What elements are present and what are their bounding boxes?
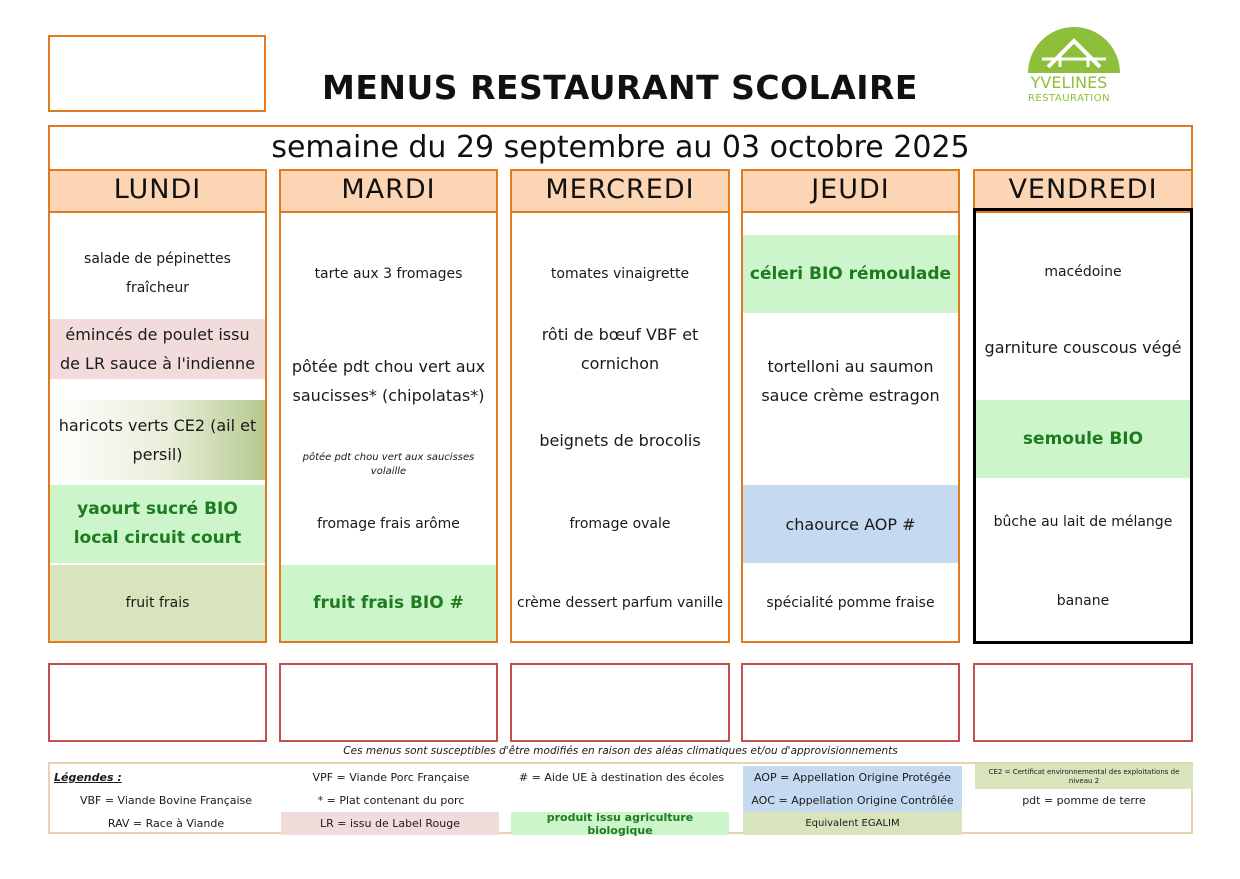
- menu-item-dairy: bûche au lait de mélange: [993, 513, 1173, 530]
- page-title: MENUS RESTAURANT SCOLAIRE: [322, 68, 918, 107]
- day-column-lundi: [48, 169, 267, 643]
- day-header: VENDREDI: [973, 169, 1193, 213]
- menu-item-dessert: spécialité pomme fraise: [766, 594, 935, 611]
- day-column-mardi: [279, 169, 498, 643]
- empty-box: [48, 663, 267, 742]
- menu-item-main: émincés de poulet issu de LR sauce à l'indienne: [50, 319, 265, 379]
- empty-box: [741, 663, 960, 742]
- logo-brand: YVELINES: [1030, 73, 1108, 92]
- legend-bio: produit issu agriculture biologique: [511, 812, 729, 835]
- menu-item-starter: macédoine: [1044, 263, 1122, 280]
- menu-item-main: pôtée pdt chou vert aux saucisses* (chipolatas*): [291, 357, 486, 405]
- legend-star: * = Plat contenant du porc: [317, 794, 465, 807]
- legend-vbf: VBF = Viande Bovine Française: [79, 794, 253, 807]
- legend-hash: # = Aide UE à destination des écoles: [518, 771, 725, 784]
- empty-box: [279, 663, 498, 742]
- empty-box: [510, 663, 730, 742]
- legend-lr: LR = issu de Label Rouge: [281, 812, 499, 835]
- menu-item-starter: céleri BIO rémoulade: [743, 235, 958, 313]
- disclaimer: Ces menus sont susceptibles d'être modifiés en raison des aléas climatiques et/ou d'approvisionnements: [343, 745, 898, 757]
- day-column-mercredi: [510, 169, 730, 643]
- day-header: MERCREDI: [512, 171, 728, 213]
- menu-item-side: semoule BIO: [973, 400, 1193, 478]
- week-range: semaine du 29 septembre au 03 octobre 2025: [48, 125, 1193, 169]
- menu-item-side: haricots verts CE2 (ail et persil): [50, 400, 265, 480]
- vendredi-highlight-frame: [973, 208, 1193, 644]
- legend-title: Légendes :: [54, 771, 122, 784]
- menu-item-dessert: crème dessert parfum vanille: [517, 594, 723, 611]
- day-header: JEUDI: [743, 171, 958, 213]
- legend-aoc: AOC = Appellation Origine Contrôlée: [743, 789, 962, 812]
- day-column-jeudi: [741, 169, 960, 643]
- day-header: LUNDI: [50, 171, 265, 213]
- legend: [48, 762, 1193, 837]
- menu-item-dairy: fromage ovale: [569, 515, 671, 532]
- menu-item-main: tortelloni au saumon sauce crème estragon: [761, 357, 940, 405]
- menu-item-dairy: fromage frais arôme: [317, 515, 460, 532]
- menu-item-dairy: chaource AOP #: [743, 485, 958, 563]
- legend-vpf: VPF = Viande Porc Française: [312, 771, 470, 784]
- menu-item-starter: salade de pépinettes fraîcheur: [84, 251, 231, 296]
- logo-subtitle: RESTAURATION: [1027, 93, 1111, 104]
- legend-ce2: CE2 = Certificat environnemental des exploitations de niveau 2: [975, 764, 1193, 789]
- empty-box: [973, 663, 1193, 742]
- legend-rav: RAV = Race à Viande: [107, 817, 225, 830]
- logo-dome-icon: [1028, 27, 1120, 73]
- yvelines-restauration-logo: [1008, 25, 1130, 110]
- menu-item-main: rôti de bœuf VBF et cornichon: [541, 325, 699, 373]
- legend-aop: AOP = Appellation Origine Protégée: [743, 766, 962, 789]
- menu-item-dessert: fruit frais BIO #: [281, 565, 496, 641]
- menu-item-main: garniture couscous végé: [984, 337, 1182, 357]
- menu-item-starter: tarte aux 3 fromages: [314, 265, 463, 282]
- menu-item-dessert: fruit frais: [50, 565, 265, 641]
- menu-item-starter: tomates vinaigrette: [550, 265, 690, 282]
- menu-item-side: beignets de brocolis: [539, 430, 701, 450]
- menu-item-dairy: yaourt sucré BIO local circuit court: [50, 485, 265, 563]
- day-header: MARDI: [281, 171, 496, 213]
- menu-item-note: pôtée pdt chou vert aux saucisses volaille: [302, 452, 475, 477]
- legend-pdt: pdt = pomme de terre: [1022, 794, 1146, 807]
- legend-egalim: Equivalent EGALIM: [743, 812, 962, 835]
- menu-item-dessert: banane: [1056, 592, 1110, 609]
- empty-header-box: [48, 35, 266, 112]
